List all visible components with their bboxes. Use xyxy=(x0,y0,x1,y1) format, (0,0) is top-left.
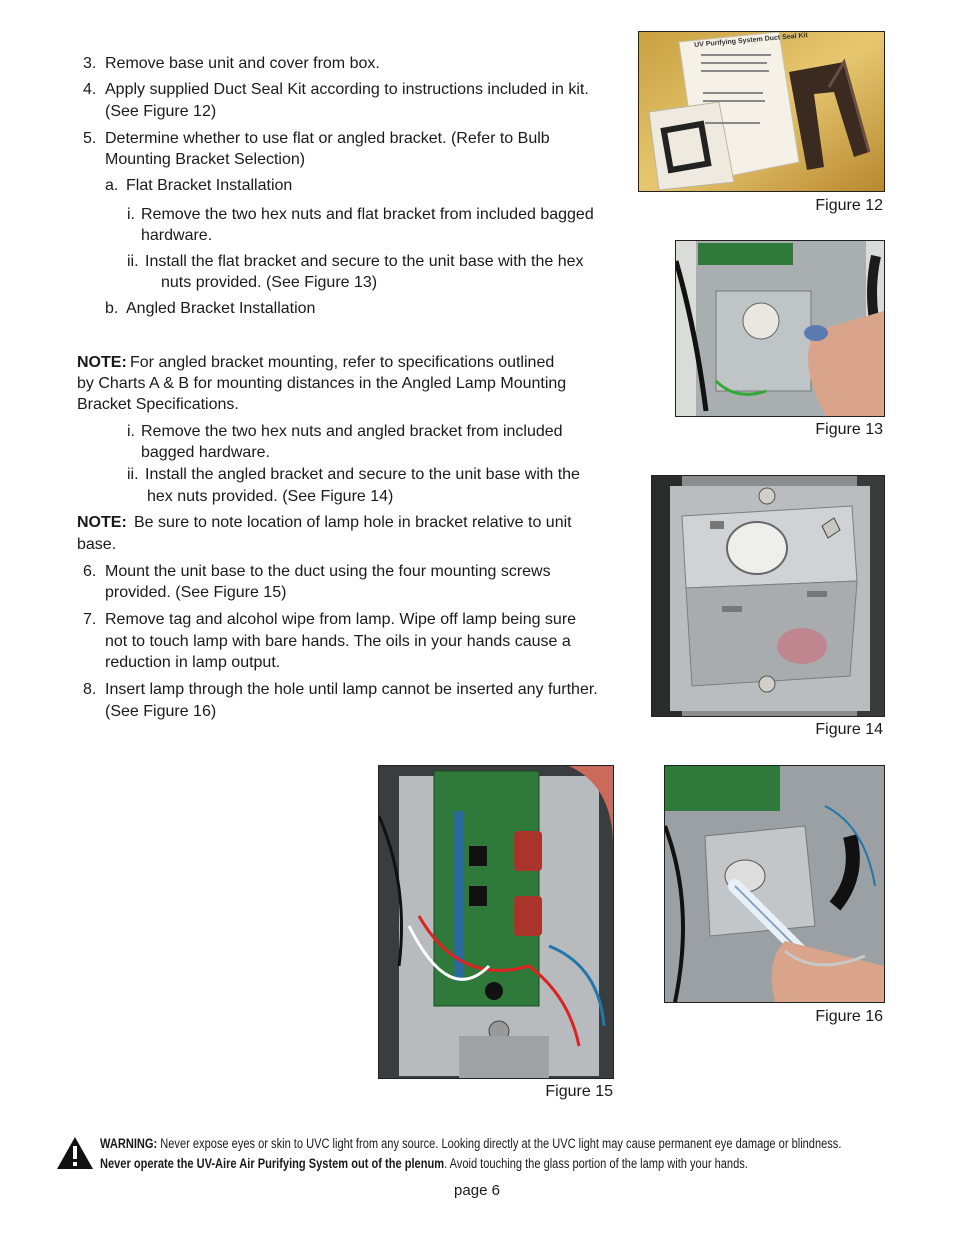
figure-15-caption: Figure 15 xyxy=(545,1083,613,1100)
figure-12-caption: Figure 12 xyxy=(815,197,883,214)
substep-number: i. xyxy=(127,206,135,223)
substep-text: hex nuts provided. (See Figure 14) xyxy=(147,488,394,505)
substep-text: nuts provided. (See Figure 13) xyxy=(161,274,378,291)
figure-14-photo xyxy=(651,475,885,717)
step-text: Remove tag and alcohol wipe from lamp. Wipe off lamp being sure xyxy=(105,611,577,628)
warning-text: . Avoid touching the glass portion of the lamp with your hands. xyxy=(444,1156,748,1171)
warning-line-1 xyxy=(100,1134,841,1154)
unit-base-mounted-image xyxy=(379,766,613,1078)
note-text: by Charts A & B for mounting distances in the Angled Lamp Mounting xyxy=(77,375,567,392)
note-label: NOTE: xyxy=(77,514,127,531)
substep-number: i. xyxy=(127,423,135,440)
step-text: Mounting Bracket Selection) xyxy=(105,151,306,168)
step-text: not to touch lamp with bare hands. The oils in your hands cause a xyxy=(105,633,571,650)
step-text: Remove base unit and cover from box. xyxy=(105,55,380,72)
substep-text: Install the angled bracket and secure to the unit base with the xyxy=(145,466,580,483)
note-text: base. xyxy=(77,536,117,553)
duct-seal-kit-image xyxy=(639,32,884,191)
substep-text: Remove the two hex nuts and angled bracket from included xyxy=(141,423,563,440)
substep-text: Install the flat bracket and secure to the unit base with the hex xyxy=(145,253,584,270)
angled-bracket-install-image xyxy=(652,476,884,716)
substep-text: bagged hardware. xyxy=(141,444,270,461)
substep-text: Flat Bracket Installation xyxy=(126,177,293,194)
substep-text: hardware. xyxy=(141,227,213,244)
step-number: 7. xyxy=(83,611,97,628)
step-text: Insert lamp through the hole until lamp cannot be inserted any further. xyxy=(105,681,598,698)
step-number: 3. xyxy=(83,55,97,72)
step-number: 8. xyxy=(83,681,97,698)
figure-13-photo xyxy=(675,240,885,417)
substep-number: ii. xyxy=(127,466,139,483)
step-number: 6. xyxy=(83,563,97,580)
step-text: Apply supplied Duct Seal Kit according to instructions included in kit. xyxy=(105,81,589,98)
warning-text: Never expose eyes or skin to UVC light from any source. Looking directly at the UVC light may cause permanent eye damage or blindness. xyxy=(160,1136,842,1151)
step-text: reduction in lamp output. xyxy=(105,654,281,671)
figure-15-photo xyxy=(378,765,614,1079)
note-text: For angled bracket mounting, refer to specifications outlined xyxy=(130,354,555,371)
substep-label: a. xyxy=(105,177,119,194)
substep-text: Remove the two hex nuts and flat bracket from included bagged xyxy=(141,206,594,223)
step-text: Mount the unit base to the duct using the four mounting screws xyxy=(105,563,551,580)
step-number: 5. xyxy=(83,130,97,147)
page-number: page 6 xyxy=(454,1182,500,1199)
substep-number: ii. xyxy=(127,253,139,270)
note-text: Bracket Specifications. xyxy=(77,396,239,413)
step-number: 4. xyxy=(83,81,97,98)
note-text: Be sure to note location of lamp hole in bracket relative to unit xyxy=(134,514,572,531)
flat-bracket-install-image xyxy=(676,241,884,416)
figure-16-photo xyxy=(664,765,885,1003)
warning-label: WARNING: xyxy=(100,1136,158,1151)
step-text: Determine whether to use flat or angled bracket. (Refer to Bulb xyxy=(105,130,550,147)
step-text: (See Figure 12) xyxy=(105,103,217,120)
note-label: NOTE: xyxy=(77,354,127,371)
step-text: (See Figure 16) xyxy=(105,703,217,720)
figure-16-caption: Figure 16 xyxy=(815,1008,883,1025)
step-text: provided. (See Figure 15) xyxy=(105,584,287,601)
substep-label: b. xyxy=(105,300,119,317)
substep-text: Angled Bracket Installation xyxy=(126,300,316,317)
warning-emphasis: Never operate the UV-Aire Air Purifying System out of the plenum xyxy=(100,1156,445,1171)
warning-icon xyxy=(56,1136,94,1177)
kit-title: UV Purifying System Duct Seal Kit xyxy=(693,32,809,49)
warning-line-2 xyxy=(100,1154,748,1174)
lamp-insertion-image xyxy=(665,766,884,1002)
figure-14-caption: Figure 14 xyxy=(815,721,883,738)
figure-12-photo xyxy=(638,31,885,192)
figure-13-caption: Figure 13 xyxy=(815,421,883,438)
